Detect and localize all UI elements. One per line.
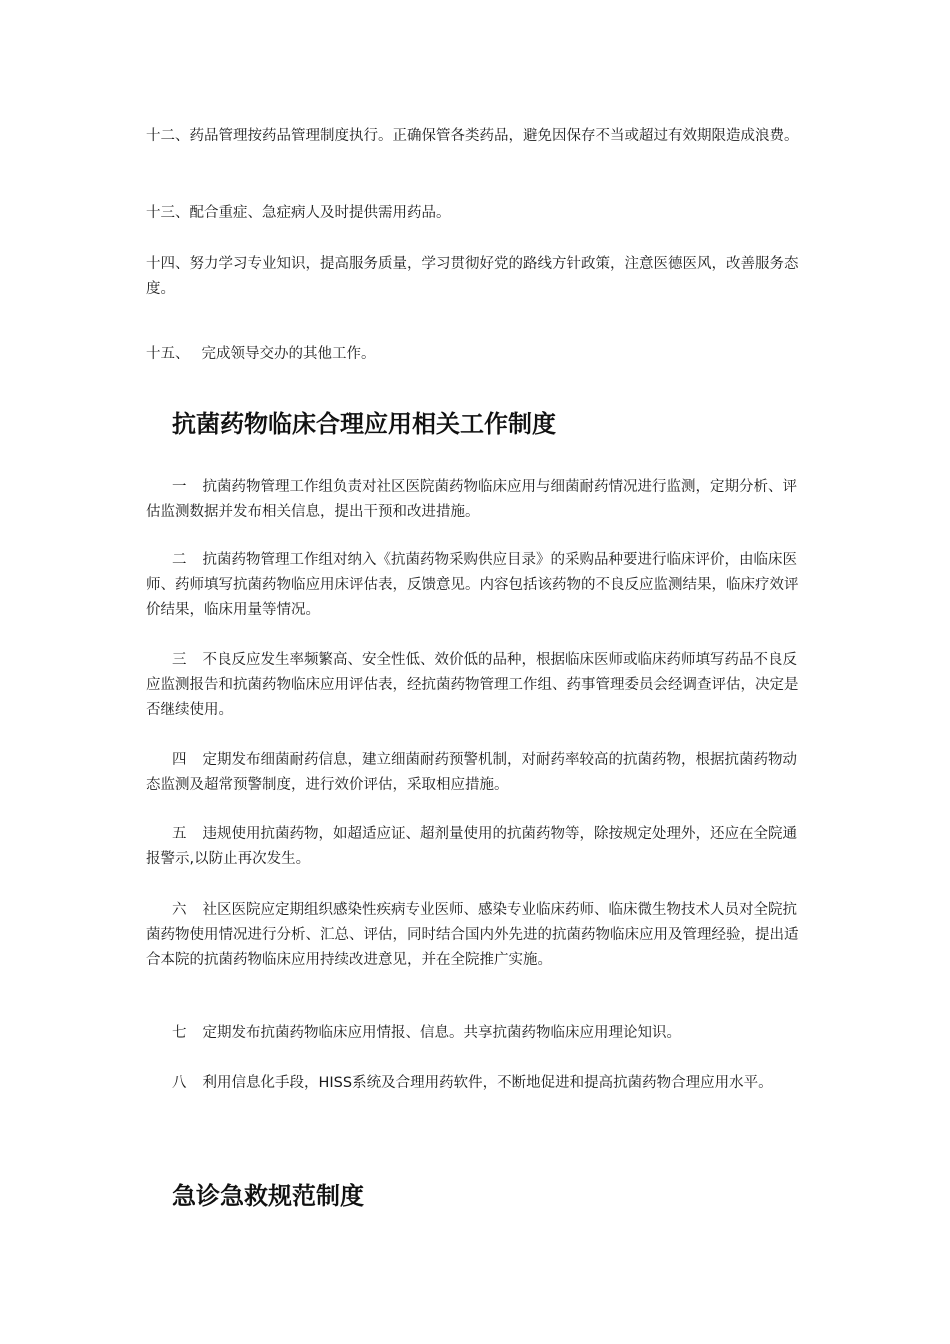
item-label: 五 (172, 826, 187, 842)
item-text: 抗菌药物管理工作组负责对社区医院菌药物临床应用与细菌耐药情况进行监测，定期分析、评估监测数据并发布相关信息，提出干预和改进措施。 (146, 479, 797, 520)
paragraph-antibiotic-1 (146, 475, 806, 525)
item-label: 一 (172, 479, 187, 495)
item-text: 完成领导交办的其他工作。 (201, 346, 376, 362)
item-label: 七 (172, 1025, 187, 1041)
item-label: 八 (172, 1075, 187, 1091)
item-label: 二 (172, 552, 187, 568)
section-title-antibiotic: 抗菌药物临床合理应用相关工作制度 (172, 410, 556, 438)
item-label: 六 (172, 902, 187, 918)
paragraph-item-13: 十三、配合重症、急症病人及时提供需用药品。 (146, 205, 451, 221)
item-text: 定期发布细菌耐药信息，建立细菌耐药预警机制，对耐药率较高的抗菌药物，根据抗菌药物动态监测及超常预警制度，进行效价评估，采取相应措施。 (146, 752, 797, 793)
paragraph-antibiotic-2 (146, 548, 806, 623)
paragraph-antibiotic-4 (146, 748, 806, 798)
paragraph-item-14: 十四、努力学习专业知识，提高服务质量，学习贯彻好党的路线方针政策，注意医德医风，改善服务态度。 (146, 256, 799, 297)
paragraph-item-12: 十二、药品管理按药品管理制度执行。正确保管各类药品，避免因保存不当或超过有效期限造成浪费。 (146, 128, 799, 144)
paragraph-antibiotic-3 (146, 648, 806, 723)
paragraph-antibiotic-8 (146, 1071, 806, 1096)
item-label: 三 (172, 652, 187, 668)
paragraph-antibiotic-6 (146, 898, 806, 973)
item-text: 不良反应发生率频繁高、安全性低、效价低的品种，根据临床医师或临床药师填写药品不良反应监测报告和抗菌药物临床应用评估表，经抗菌药物管理工作组、药事管理委员会经调查评估，决定是否继续使用。 (146, 652, 799, 718)
item-text: 利用信息化手段，HISS系统及合理用药软件，不断地促进和提高抗菌药物合理应用水平。 (202, 1075, 773, 1091)
item-text: 违规使用抗菌药物，如超适应证、超剂量使用的抗菌药物等，除按规定处理外，还应在全院通报警示,以防止再次发生。 (146, 826, 797, 867)
paragraph-antibiotic-5 (146, 822, 806, 872)
item-text: 社区医院应定期组织感染性疾病专业医师、感染专业临床药师、临床微生物技术人员对全院抗菌药物使用情况进行分析、汇总、评估，同时结合国内外先进的抗菌药物临床应用及管理经验，提出适合本院的抗菌药物临床应用持续改进意见，并在全院推广实施。 (146, 902, 799, 968)
section-title-emergency: 急诊急救规范制度 (172, 1182, 364, 1210)
paragraph-antibiotic-7 (146, 1021, 806, 1046)
item-text: 定期发布抗菌药物临床应用情报、信息。共享抗菌药物临床应用理论知识。 (202, 1025, 681, 1041)
item-text: 抗菌药物管理工作组对纳入《抗菌药物采购供应目录》的采购品种要进行临床评价，由临床医师、药师填写抗菌药物临应用床评估表，反馈意见。内容包括该药物的不良反应监测结果，临床疗效评价结果，临床用量等情况。 (146, 552, 799, 618)
item-label: 四 (172, 752, 187, 768)
paragraph-item-15 (146, 342, 806, 367)
item-label: 十五、 (146, 346, 190, 362)
